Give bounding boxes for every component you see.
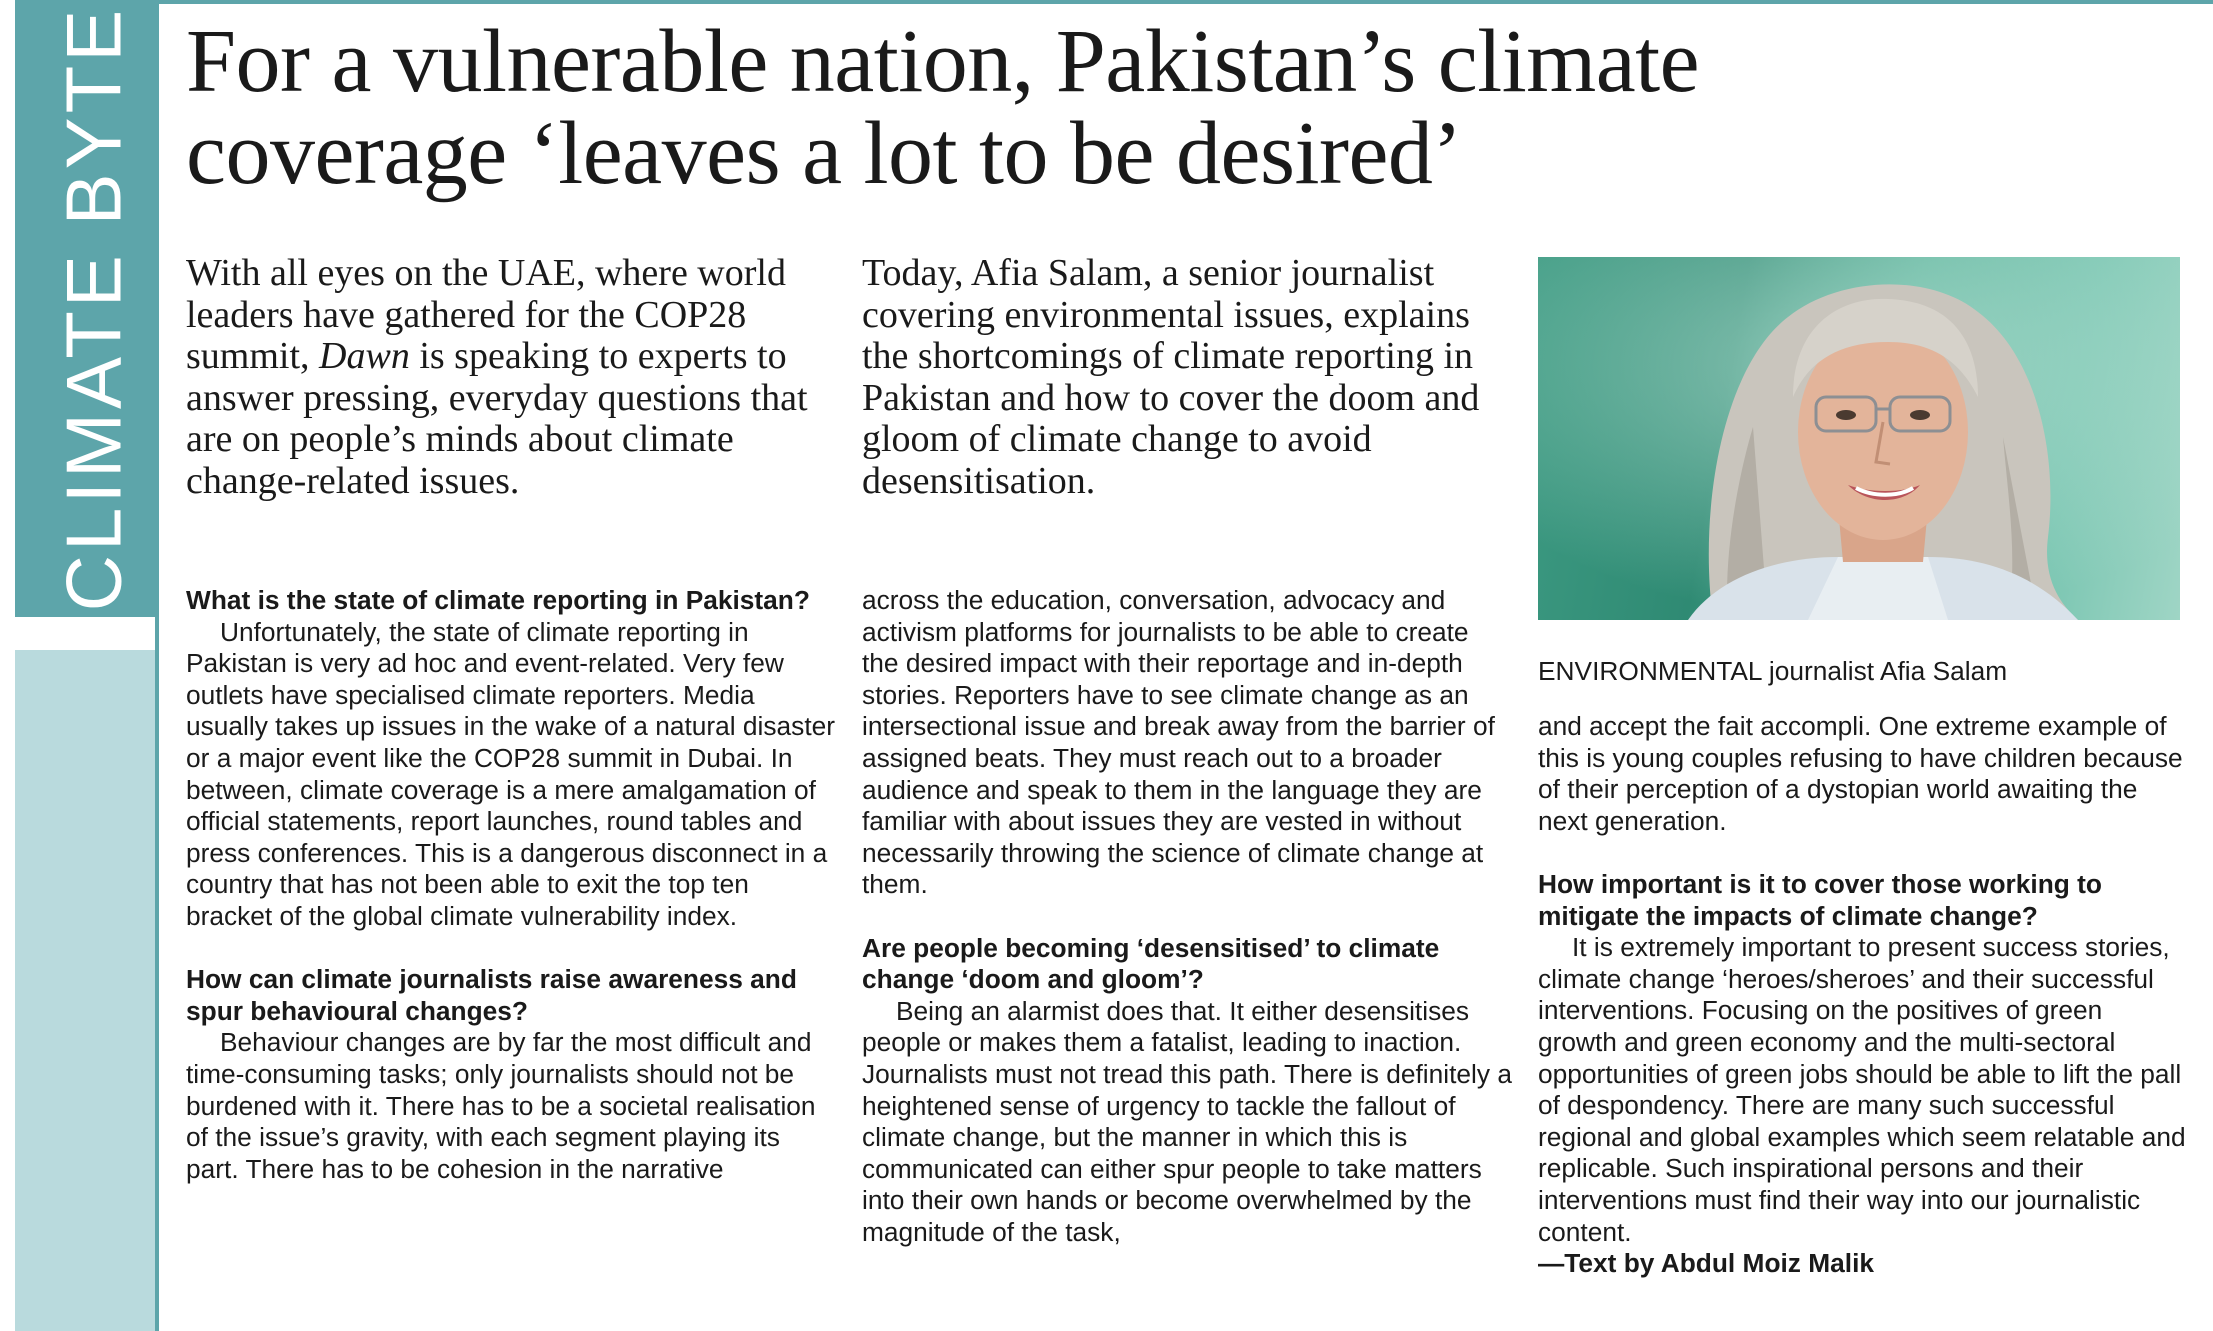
headline (186, 12, 2166, 203)
question-4: How important is it to cover those working to mitigate the impacts of climate change? (1538, 868, 2102, 931)
article-column-1 (186, 585, 836, 1185)
byline: —Text by Abdul Moiz Malik (1538, 1248, 1875, 1279)
portrait-photo (1538, 257, 2180, 620)
answer-3-part-2: and accept the fait accompli. One extreme example of this is young couples refusing to have children because of their perception of a dystopian world awaiting the next generation. (1538, 711, 2183, 836)
portrait-illustration (1538, 257, 2180, 620)
headline-line-1: For a vulnerable nation, Pakistan’s climate (186, 12, 1700, 111)
question-2: How can climate journalists raise awareness and spur behavioural changes? (186, 964, 797, 1026)
headline-line-2: coverage ‘leaves a lot to be desired’ (186, 104, 1462, 203)
answer-2-part-1: Behaviour changes are by far the most difficult and time-consuming tasks; only journalists should not be burdened with it. There has to be a societal realisation of the issue’s gravity, with each segment playing its part. There has to be cohesion in the narrative (186, 1027, 816, 1184)
section-tab (15, 0, 155, 617)
answer-2-part-2: across the education, conversation, advocacy and activism platforms for journalists to be able to create the desired impact with their reportage and in-depth stories. Reporters have to see climate change as an intersectional issue and break away from the barrier of assigned beats. They must reach out to a broader audience and speak to them in the language they are familiar with about issues they are vested in without necessarily throwing the science of climate change at them. (862, 585, 1495, 900)
intro-paragraph-2: Today, Afia Salam, a senior journalist covering environmental issues, explains the shortcomings of climate reporting in Pakistan and how to cover the doom and gloom of climate change to avoid desensitisation. (862, 252, 1480, 502)
answer-4: It is extremely important to present success stories, climate change ‘heroes/sheroes’ and their successful interventions. Focusing on the positives of green growth and green economy and the multi-sectoral opportunities of green jobs should be able to lift the pall of despondency. There are many such successful regional and global examples which seem relatable and replicable. Such inspirational persons and their interventions must find their way into our journalistic content. (1538, 932, 2186, 1247)
answer-1: Unfortunately, the state of climate reporting in Pakistan is very ad hoc and event-related. Very few outlets have specialised climate reporters. Media usually takes up issues in the wake of a natural disaster or a major event like the COP28 summit in Dubai. In between, climate coverage is a mere amalgamation of official statements, report launches, round tables and press conferences. This is a dangerous disconnect in a country that has not been able to exit the top ten bracket of the global climate vulnerability index. (186, 616, 836, 931)
left-border-rule (155, 0, 159, 1331)
intro-text-b: is speaking to experts to answer pressing, everyday questions that are on people’s minds about climate change-related issues. (186, 335, 808, 502)
answer-3-part-1: Being an alarmist does that. It either desensitises people or makes them a fatalist, leading to inaction. Journalists must not tread this path. There is definitely a heightened sense of urgency to tackle the fallout of climate change, but the manner in which this is communicated can either spur people to take matters into their own hands or become overwhelmed by the magnitude of the task, (862, 995, 1512, 1247)
intro-publication-name: Dawn (319, 335, 410, 377)
intro-paragraph-1 (186, 253, 826, 502)
intro-text-a: With all eyes on the UAE, where world leaders have gathered for the COP28 summit, (186, 252, 786, 377)
side-decorative-band (15, 650, 155, 1331)
article-column-3 (1538, 711, 2188, 1280)
top-border-rule (155, 0, 2213, 4)
article-column-2 (862, 585, 1512, 1248)
photo-caption: ENVIRONMENTAL journalist Afia Salam (1538, 656, 2008, 686)
question-1: What is the state of climate reporting in Pakistan? (186, 585, 810, 615)
section-tab-label: CLIMATE BYTE (49, 5, 138, 612)
question-3: Are people becoming ‘desensitised’ to climate change ‘doom and gloom’? (862, 932, 1440, 995)
